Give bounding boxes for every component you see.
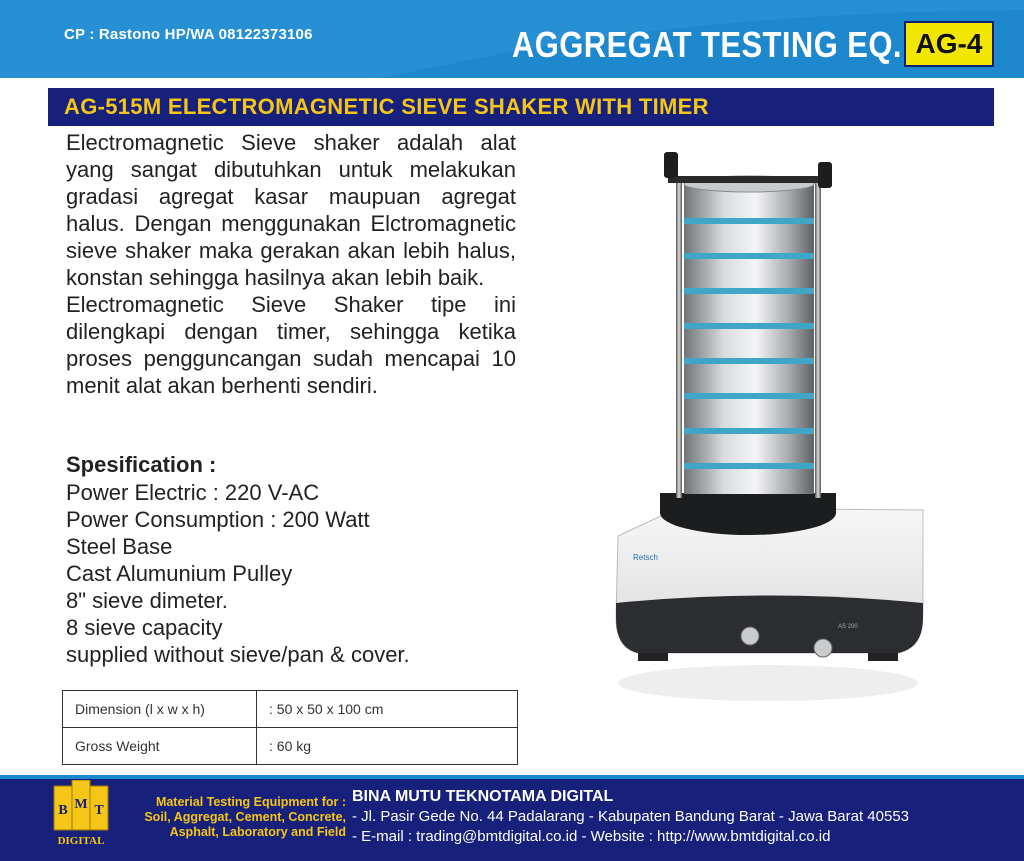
shaker-platform-side [660, 493, 836, 513]
company-contact: - E-mail : trading@bmtdigital.co.id - Website : http://www.bmtdigital.co.id [352, 828, 831, 845]
svg-text:M: M [74, 797, 88, 812]
svg-text:T: T [94, 803, 104, 818]
table-label: Dimension (l x w x h) [63, 691, 257, 728]
product-title: AG-515M ELECTROMAGNETIC SIEVE SHAKER WITH TIMER [64, 94, 709, 119]
spec-heading: Spesification : [66, 452, 217, 477]
table-row [63, 728, 518, 765]
table-value: : 50 x 50 x 100 cm [257, 691, 518, 728]
sieve-stack [684, 176, 814, 494]
clamp-rod [815, 178, 821, 498]
table-row [63, 691, 518, 728]
clamp-knob [818, 162, 832, 188]
sieve-shaker-image [598, 148, 928, 708]
spec-item: Cast Alumunium Pulley [66, 561, 293, 586]
tagline-line: Material Testing Equipment for : [155, 795, 346, 809]
contact-phone: CP : Rastono HP/WA 08122373106 [64, 26, 313, 43]
description-paragraph: Electromagnetic Sieve shaker adalah alat yang sangat dibutuhkan untuk melakukan gradasi agregat kasar maupuan agregat halus. Dengan menggunakan Elctromagnetic sieve shaker maka gerakan akan lebih halus, konstan sehingga hasilnya akan lebih baik. [66, 130, 516, 290]
clamp-bar [668, 176, 830, 183]
spec-list [66, 479, 410, 668]
svg-text:DIGITAL: DIGITAL [57, 835, 105, 847]
catalog-code-badge: AG-4 [904, 21, 994, 67]
tagline-line: Soil, Aggregat, Cement, Concrete, [144, 810, 346, 824]
product-title-bar [48, 88, 994, 126]
spec-item: Power Electric : 220 V-AC [66, 480, 320, 505]
svg-text:B: B [58, 803, 68, 818]
floor-reflection [618, 665, 918, 701]
table-value: : 60 kg [257, 728, 518, 765]
spec-item: 8 sieve capacity [66, 615, 223, 640]
model-label: AS 200 [838, 624, 858, 630]
description-paragraph: Electromagnetic Sieve Shaker tipe ini dilengkapi dengan timer, sehingga ketika proses pengguncangan sudah mencapai 10 menit alat akan berhenti sendiri. [66, 292, 516, 398]
catalog-title: AGGREGAT TESTING EQ. [512, 24, 902, 65]
product-description [66, 129, 516, 399]
spec-item: Power Consumption : 200 Watt [66, 507, 370, 532]
brand-label: Retsch [633, 553, 658, 562]
footer-stripe [0, 775, 1024, 779]
company-name: BINA MUTU TEKNOTAMA DIGITAL [352, 788, 614, 805]
clamp-knob [664, 152, 678, 178]
footer-tagline [120, 795, 346, 840]
spec-item: 8" sieve dimeter. [66, 588, 228, 613]
dimension-table [62, 690, 518, 765]
base-foot [638, 653, 668, 661]
table-label: Gross Weight [63, 728, 257, 765]
spec-item: Steel Base [66, 534, 173, 559]
tagline-line: Asphalt, Laboratory and Field [169, 825, 346, 839]
timer-knob [741, 627, 759, 645]
spec-item: supplied without sieve/pan & cover. [66, 642, 410, 667]
base-control-panel [616, 596, 923, 654]
amplitude-knob [814, 639, 832, 657]
company-address: - Jl. Pasir Gede No. 44 Padalarang - Kabupaten Bandung Barat - Jawa Barat 40553 [352, 808, 910, 825]
clamp-rod [676, 178, 682, 498]
base-foot [868, 653, 898, 661]
bmt-logo [50, 780, 112, 852]
